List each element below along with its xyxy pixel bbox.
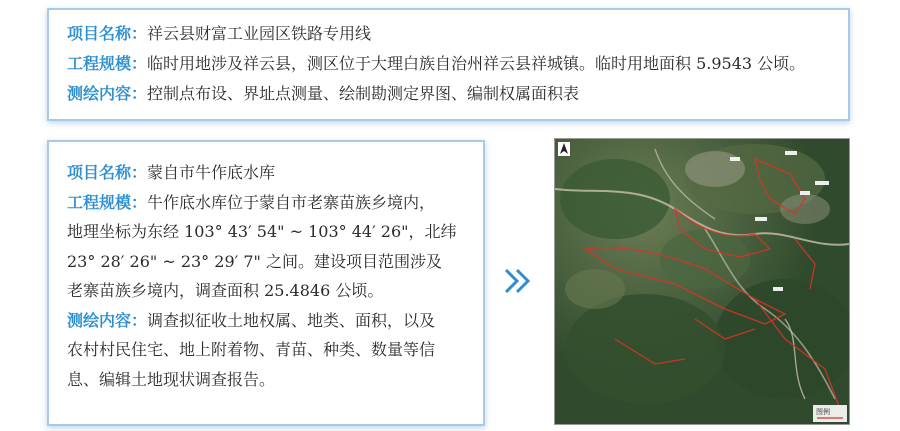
scale-line: 地理坐标为东经 103° 43′ 54" ~ 103° 44′ 26"，北纬 — [67, 222, 457, 241]
project-content-value: 控制点布设、界址点测量、绘制勘测定界图、编制权属面积表 — [147, 84, 580, 103]
content-line: 农村村民住宅、地上附着物、青苗、种类、数量等信 — [67, 340, 436, 359]
double-chevron-right-icon — [503, 268, 535, 294]
scale-line: 老寨苗族乡境内，调查面积 25.4846 公顷。 — [67, 281, 384, 300]
project-scale-label: 工程规模： — [67, 54, 148, 73]
scale-line: 牛作底水库位于蒙自市老寨苗族乡境内， — [147, 192, 436, 212]
satellite-map-image — [554, 138, 850, 425]
map-legend-label: 图例 — [816, 408, 830, 416]
project-name-value: 蒙自市牛作底水库 — [147, 163, 276, 182]
project-card-reservoir — [47, 140, 485, 426]
project-scale-label: 工程规模： — [67, 192, 148, 212]
project-name-value: 祥云县财富工业园区铁路专用线 — [147, 24, 372, 43]
project-name-row — [67, 19, 848, 49]
project-scale-row — [67, 49, 848, 79]
north-arrow-icon — [558, 142, 570, 156]
project-content-row — [67, 306, 483, 336]
content-line: 调查拟征收土地权属、地类、面积，以及 — [147, 310, 436, 330]
scale-line: 23° 28′ 26" ~ 23° 29′ 7" 之间。建设项目范围涉及 — [67, 251, 442, 271]
village-patch — [685, 151, 745, 187]
project-name-label: 项目名称： — [67, 24, 148, 43]
project-name-row — [67, 158, 483, 188]
project-content-label: 测绘内容： — [67, 84, 148, 103]
project-name-label: 项目名称： — [67, 163, 148, 182]
project-scale-row — [67, 188, 483, 218]
project-scale-value: 临时用地涉及祥云县，测区位于大理白族自治州祥云县祥城镇。临时用地面积 5.9543 公顷。 — [147, 54, 806, 73]
project-content-row — [67, 79, 848, 109]
content-line: 息、编辑土地现状调查报告。 — [67, 369, 276, 389]
project-content-label: 测绘内容： — [67, 310, 148, 330]
project-card-railway — [47, 8, 850, 121]
